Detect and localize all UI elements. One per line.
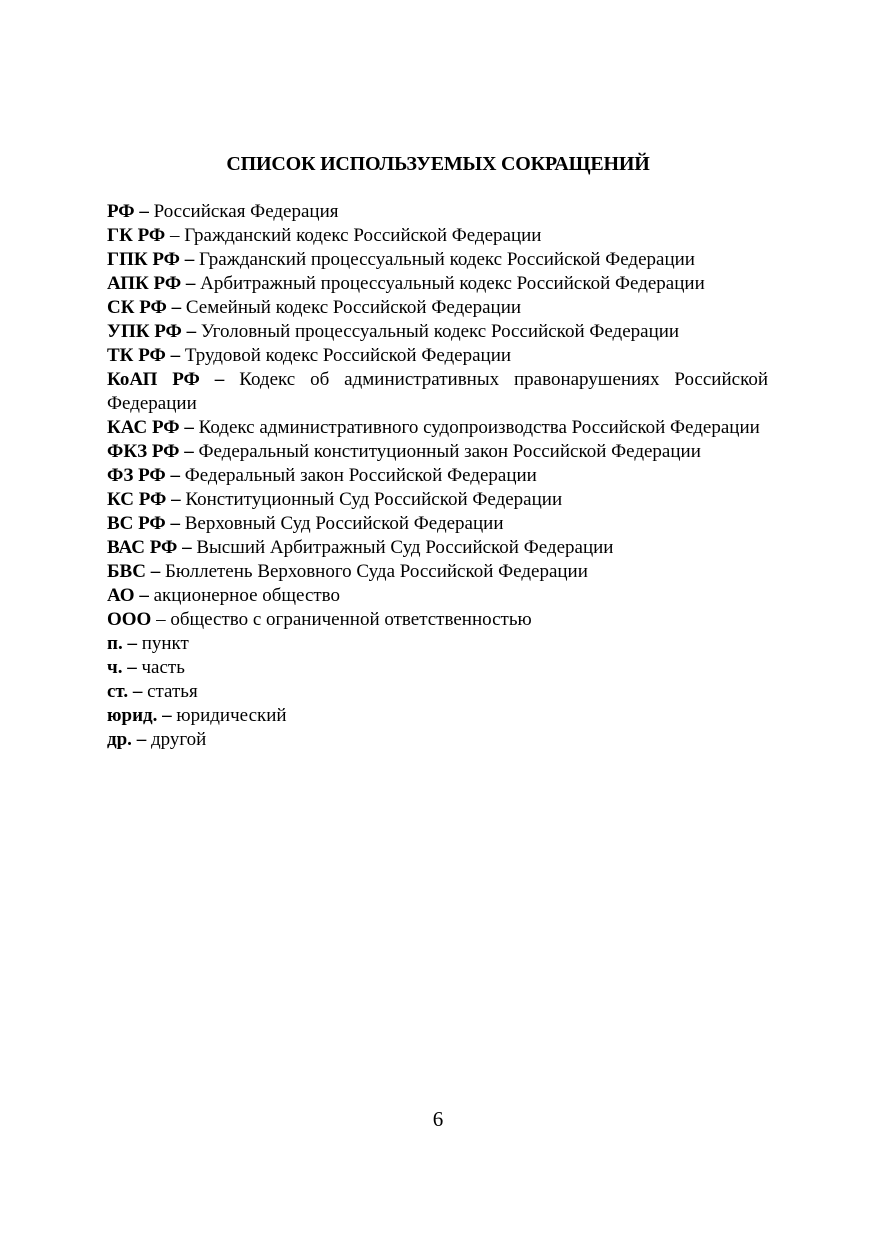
abbreviation-dash: – (170, 465, 180, 486)
abbreviation-entry (107, 296, 768, 320)
abbreviation-term: ФЗ РФ (107, 465, 166, 486)
abbreviation-term: АО (107, 585, 135, 606)
abbreviation-definition: Уголовный процессуальный кодекс Российской Федерации (200, 321, 680, 342)
abbreviation-definition: пункт (141, 633, 189, 654)
abbreviation-term: КС РФ (107, 489, 167, 510)
abbreviation-term: СК РФ (107, 297, 167, 318)
abbreviation-term: п. (107, 633, 123, 654)
abbreviation-entry (107, 416, 768, 440)
abbreviation-entry (107, 632, 768, 656)
abbreviation-definition: Гражданский процессуальный кодекс Российской Федерации (199, 249, 695, 270)
abbreviation-definition: Верховный Суд Российской Федерации (184, 513, 504, 534)
abbreviation-definition: общество с ограниченной ответственностью (170, 609, 532, 630)
abbreviation-entry (107, 536, 768, 560)
abbreviation-dash: – (162, 705, 172, 726)
abbreviation-term: ВАС РФ (107, 537, 178, 558)
abbreviation-definition: Российская Федерация (153, 201, 339, 222)
abbreviation-term: ВС РФ (107, 513, 166, 534)
abbreviation-definition: Федеральный закон Российской Федерации (184, 465, 537, 486)
abbreviation-dash: – (139, 585, 149, 606)
abbreviation-entry (107, 560, 768, 584)
abbreviation-definition: Кодекс административного судопроизводства Российской Федерации (198, 417, 760, 438)
abbreviation-definition: Высший Арбитражный Суд Российской Федерации (196, 537, 614, 558)
abbreviation-definition: Арбитражный процессуальный кодекс Российской Федерации (200, 273, 705, 294)
abbreviation-dash: – (136, 729, 147, 750)
abbreviation-dash: – (171, 489, 181, 510)
abbreviation-entry (107, 656, 768, 680)
abbreviation-term: ООО (107, 609, 152, 630)
abbreviation-definition: Бюллетень Верховного Суда Российской Федерации (164, 561, 588, 582)
abbreviation-dash: – (156, 609, 166, 630)
abbreviation-entry (107, 464, 768, 488)
abbreviation-definition: Кодекс об административных правонарушениях Российской Федерации (107, 369, 768, 414)
abbreviation-dash: – (214, 369, 225, 390)
abbreviation-definition: Конституционный Суд Российской Федерации (185, 489, 563, 510)
abbreviation-dash: – (139, 201, 149, 222)
abbreviation-entry (107, 704, 768, 728)
abbreviation-dash: – (127, 657, 137, 678)
abbreviation-entry (107, 584, 768, 608)
abbreviation-entry (107, 248, 768, 272)
abbreviation-term: КАС РФ (107, 417, 180, 438)
abbreviation-entry (107, 680, 768, 704)
abbreviation-term: РФ (107, 201, 135, 222)
abbreviation-definition: юридический (176, 705, 287, 726)
abbreviation-definition: Семейный кодекс Российской Федерации (185, 297, 522, 318)
abbreviation-dash: – (184, 249, 195, 270)
abbreviation-definition: часть (141, 657, 185, 678)
abbreviation-term: ГК РФ (107, 225, 166, 246)
abbreviation-entry (107, 728, 768, 752)
abbreviation-definition: другой (150, 729, 207, 750)
abbreviation-term: УПК РФ (107, 321, 182, 342)
abbreviation-term: ГПК РФ (107, 249, 180, 270)
abbreviation-dash: – (182, 537, 192, 558)
abbreviation-entry (107, 512, 768, 536)
abbreviation-definition: статья (147, 681, 198, 702)
abbreviation-term: ст. (107, 681, 129, 702)
abbreviation-entry (107, 344, 768, 368)
abbreviation-dash: – (186, 321, 197, 342)
abbreviation-entry (107, 440, 768, 464)
abbreviation-term: БВС (107, 561, 146, 582)
abbreviation-dash: – (171, 297, 182, 318)
abbreviation-dash: – (132, 681, 143, 702)
abbreviation-term: ФКЗ РФ (107, 441, 180, 462)
abbreviation-entry (107, 320, 768, 344)
abbreviation-dash: – (170, 345, 181, 366)
abbreviation-entry (107, 608, 768, 632)
abbreviation-entry (107, 272, 768, 296)
abbreviation-definition: Федеральный конституционный закон Российской Федерации (198, 441, 701, 462)
abbreviation-dash: – (150, 561, 161, 582)
abbreviation-dash: – (184, 441, 194, 462)
abbreviation-dash: – (185, 273, 196, 294)
abbreviation-dash: – (184, 417, 194, 438)
abbreviation-term: АПК РФ (107, 273, 182, 294)
abbreviation-list (107, 200, 768, 752)
abbreviation-term: юрид. (107, 705, 158, 726)
abbreviation-term: ч. (107, 657, 123, 678)
page-title: СПИСОК ИСПОЛЬЗУЕМЫХ СОКРАЩЕНИЙ (226, 153, 650, 175)
abbreviation-term: др. (107, 729, 132, 750)
abbreviation-entry (107, 488, 768, 512)
abbreviation-dash: – (169, 225, 180, 246)
abbreviation-dash: – (127, 633, 137, 654)
abbreviation-definition: акционерное общество (153, 585, 341, 606)
abbreviation-term: КоАП РФ (107, 369, 200, 390)
page-number: 6 (432, 1107, 444, 1131)
abbreviation-entry (107, 368, 768, 416)
abbreviation-term: ТК РФ (107, 345, 166, 366)
abbreviation-entry (107, 200, 768, 224)
abbreviation-definition: Гражданский кодекс Российской Федерации (184, 225, 542, 246)
abbreviation-definition: Трудовой кодекс Российской Федерации (184, 345, 512, 366)
abbreviation-entry (107, 224, 768, 248)
abbreviation-dash: – (170, 513, 180, 534)
